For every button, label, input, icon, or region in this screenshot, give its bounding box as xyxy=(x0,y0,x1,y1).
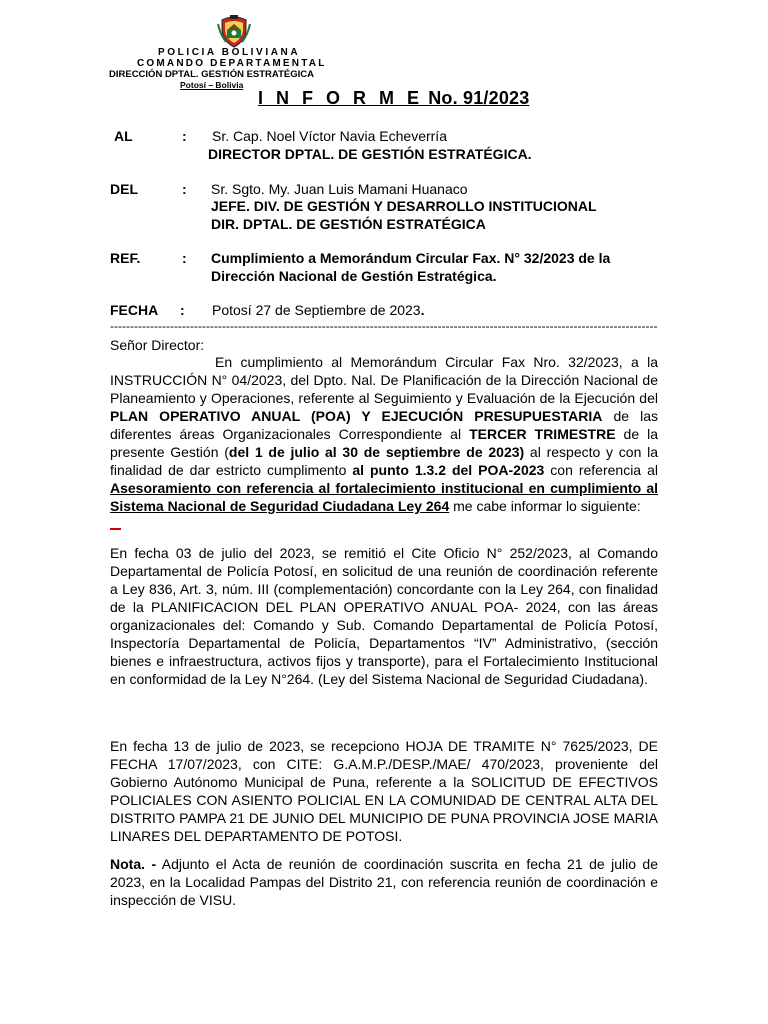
p1-text-3: de la presente Gestión ( xyxy=(110,426,658,460)
del-label: DEL xyxy=(110,181,138,197)
p1-bold-3: del 1 de julio al 30 de septiembre de 2023) xyxy=(228,444,525,460)
al-colon: : xyxy=(182,128,187,144)
del-colon: : xyxy=(182,181,187,197)
letterhead-line-2: COMANDO DEPARTAMENTAL xyxy=(137,58,327,69)
p1-bold-4: al punto 1.3.2 del POA-2023 xyxy=(352,462,545,478)
police-crest-icon xyxy=(216,14,252,48)
ref-line-1: Cumplimiento a Memorándum Circular Fax. N° 32/2023 de la xyxy=(211,250,611,266)
p1-bold-2: TERCER TRIMESTRE xyxy=(469,426,616,442)
fecha-label: FECHA xyxy=(110,302,159,318)
al-label: AL xyxy=(114,128,133,144)
fecha-colon: : xyxy=(180,302,185,318)
letterhead-line-1: POLICIA BOLIVIANA xyxy=(158,47,301,58)
p1-text-1: En cumplimiento al Memorándum Circular Fax Nro. 32/2023, a la INSTRUCCIÓN N° 04/2023, del Dpto. Nal. De Planificación de la Dirección Nacional de Planeamiento y Operaciones, referente al Seguimiento y Evaluación de la Ejecución del xyxy=(110,354,658,406)
p1-text-5: con referencia al xyxy=(544,462,658,478)
title-prefix: I N F O R M E xyxy=(258,88,424,108)
paragraph-2: En fecha 03 de julio del 2023, se remitió el Cite Oficio N° 252/2023, al Comando Departamental de Policía Potosí, en solicitud de una reunión de coordinación referente a Ley 836, Art. 3, núm. III (complementación) concordante con la Ley 264, con finalidad de la PLANIFICACION DEL PLAN OPERATIVO ANUAL POA- 2024, con las áreas organizacionales del: Comando y Sub. Comando Departamental de Policía Potosí, Inspectoría Departamental de Policía, Departamentos “IV” Administrativo, (sección bienes e infraestructura, activos fijos y transporte), para el Fortalecimiento Institucional en conformidad de la Ley N°264. (Ley del Sistema Nacional de Seguridad Ciudadana). xyxy=(110,545,658,687)
red-mark xyxy=(110,528,121,530)
ref-line-2: Dirección Nacional de Gestión Estratégica. xyxy=(211,268,497,284)
ref-label: REF. xyxy=(110,250,141,266)
al-name: Sr. Cap. Noel Víctor Navia Echeverría xyxy=(212,128,447,144)
separator-line: ----------------------------------------------------------------------------------------------------------------------------------------- xyxy=(110,320,658,332)
document-title xyxy=(258,88,529,109)
paragraph-3: En fecha 13 de julio de 2023, se recepciono HOJA DE TRAMITE N° 7625/2023, DE FECHA 17/07/2023, con CITE: G.A.M.P./DESP./MAE/ 470/2023, proveniente del Gobierno Autónomo Municipal de Puna, referente a la SOLICITUD DE EFECTIVOS POLICIALES CON ASIENTO POLICIAL EN LA COMUNIDAD DE CENTRAL ALTA DEL DISTRITO PAMPA 21 DE JUNIO DEL MUNICIPIO DE PUNA PROVINCIA JOSE MARIA LINARES DEL DEPARTAMENTO DE POTOSI. xyxy=(110,738,658,844)
del-position-2: DIR. DPTAL. DE GESTIÓN ESTRATÉGICA xyxy=(211,216,486,232)
nota-label: Nota. - xyxy=(110,856,157,872)
salutation: Señor Director: xyxy=(110,337,205,353)
nota-text: Adjunto el Acta de reunión de coordinación suscrita en fecha 21 de julio de 2023, en la Localidad Pampas del Distrito 21, con referencia reunión de coordinación e inspección de VISU. xyxy=(110,856,658,908)
paragraph-1 xyxy=(110,353,658,515)
del-name: Sr. Sgto. My. Juan Luis Mamani Huanaco xyxy=(211,181,468,197)
p1-text-6: me cabe informar lo siguiente: xyxy=(449,498,641,514)
letterhead-line-4: Potosí – Bolivia xyxy=(180,80,244,90)
fecha-date: Potosí 27 de Septiembre de 2023 xyxy=(212,302,421,318)
fecha-value xyxy=(212,302,424,318)
al-position: DIRECTOR DPTAL. DE GESTIÓN ESTRATÉGICA. xyxy=(208,146,532,162)
ref-colon: : xyxy=(182,250,187,266)
p1-text-2: de las diferentes áreas Organizacionales Correspondiente al xyxy=(110,408,659,442)
nota-paragraph xyxy=(110,855,658,909)
p1-text-4: al respecto y con la finalidad de dar estricto cumplimento xyxy=(110,444,658,478)
title-number: No. 91/2023 xyxy=(423,88,530,108)
letterhead-line-3: DIRECCIÓN DPTAL. GESTIÓN ESTRATÉGICA xyxy=(109,69,314,80)
del-position-1: JEFE. DIV. DE GESTIÓN Y DESARROLLO INSTITUCIONAL xyxy=(211,198,597,214)
fecha-dot: . xyxy=(420,302,425,318)
p1-bold-1: PLAN OPERATIVO ANUAL (POA) Y EJECUCIÓN PRESUPUESTARIA xyxy=(110,408,603,424)
p1-bold-underline: Asesoramiento con referencia al fortalecimiento institucional en cumplimiento al Sistema Nacional de Seguridad Ciudadana Ley 264 xyxy=(110,480,658,514)
